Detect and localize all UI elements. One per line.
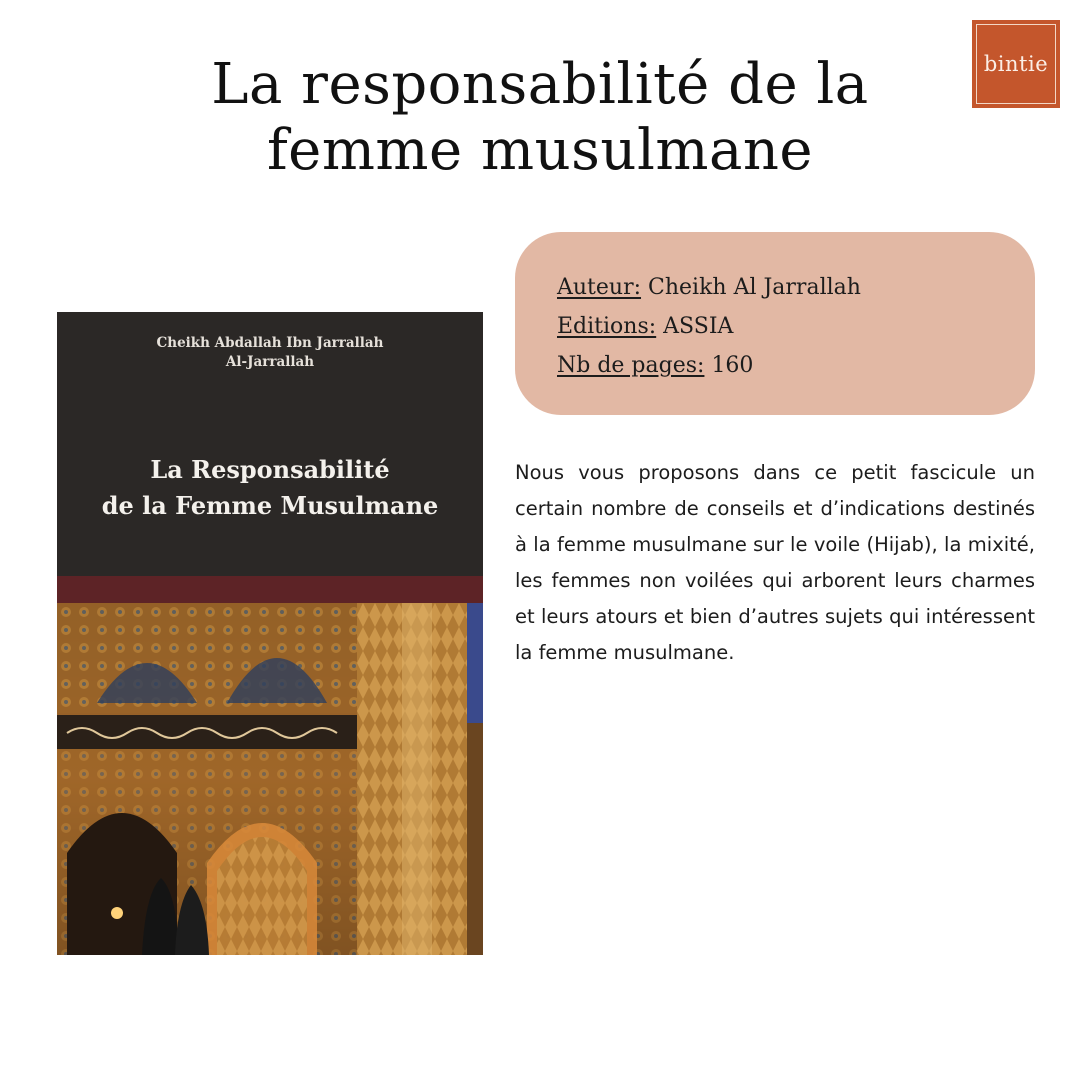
cover-title-line-2: de la Femme Musulmane bbox=[101, 491, 439, 520]
title-line-2: femme musulmane bbox=[266, 118, 814, 183]
pages-value: 160 bbox=[711, 353, 754, 378]
mosque-arch-photo bbox=[57, 603, 483, 955]
logo-text: bintie bbox=[976, 24, 1056, 104]
page-title bbox=[120, 52, 960, 184]
pages-row bbox=[557, 346, 1035, 385]
author-label: Auteur: bbox=[557, 275, 642, 300]
pages-label: Nb de pages: bbox=[557, 353, 705, 378]
cover-author-line-1: Cheikh Abdallah Ibn Jarrallah bbox=[156, 335, 384, 351]
book-details-card bbox=[515, 232, 1035, 415]
author-value: Cheikh Al Jarrallah bbox=[648, 275, 861, 300]
author-row bbox=[557, 268, 1035, 307]
editions-row bbox=[557, 307, 1035, 346]
cover-author-line-2: Al-Jarrallah bbox=[225, 354, 315, 370]
editions-label: Editions: bbox=[557, 314, 657, 339]
cover-author bbox=[57, 334, 483, 372]
editions-value: ASSIA bbox=[663, 314, 734, 339]
bintie-logo bbox=[972, 20, 1060, 108]
cover-band bbox=[57, 576, 483, 603]
cover-title-line-1: La Responsabilité bbox=[150, 455, 390, 484]
cover-title bbox=[57, 452, 483, 524]
book-description: Nous vous proposons dans ce petit fascicule un certain nombre de conseils et d’indications destinés à la femme musulmane sur le voile (Hijab), la mixité, les femmes non voilées qui arborent leurs charmes et leurs atours et bien d’autres sujets qui intéressent la femme musulmane. bbox=[515, 461, 1035, 664]
book-cover bbox=[57, 312, 483, 955]
title-line-1: La responsabilité de la bbox=[211, 52, 869, 117]
